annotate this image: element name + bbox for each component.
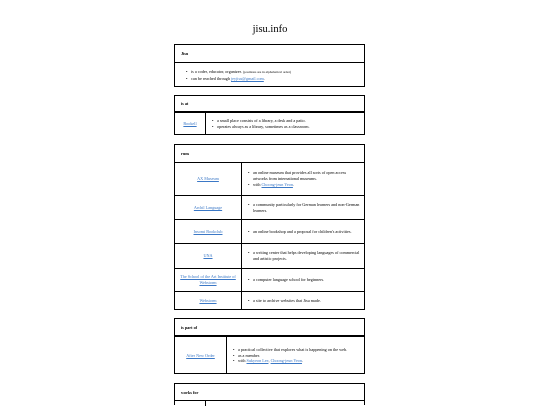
runs-desc-cell <box>242 220 364 243</box>
with-end: . <box>292 181 294 187</box>
is-part-of-with-line <box>233 358 347 364</box>
runs-row <box>175 219 364 243</box>
is-part-of-member-line: • as a member. <box>233 353 347 359</box>
runs-desc-line: • a community particularly for German learners and non-German learners. <box>248 202 360 214</box>
school-link[interactable]: The School of the Art Institute of Webstorm <box>180 274 236 285</box>
is-at-desc-list <box>212 118 310 130</box>
works-for-heading: works for <box>175 384 364 401</box>
runs-desc-cell <box>242 269 364 291</box>
bookell-link[interactable]: Bookell <box>183 121 197 127</box>
is-part-of-desc-cell <box>227 337 364 374</box>
runs-desc-cell <box>242 196 364 219</box>
is-part-of-row <box>175 336 364 374</box>
runs-desc-cell <box>242 163 364 195</box>
with-label: with <box>238 358 246 364</box>
archil-language-link[interactable]: Archil Language <box>193 204 223 210</box>
is-at-name-cell <box>175 113 206 135</box>
runs-desc-line: • an online museum that provides all sorts of open access artworks from international museums. <box>248 170 360 182</box>
runs-desc-list <box>248 250 360 262</box>
runs-desc-list <box>248 298 321 304</box>
runs-desc-list <box>248 202 360 214</box>
runs-box <box>174 144 365 310</box>
intro-line-contact <box>186 76 291 82</box>
intro-heading: Jisu <box>175 45 364 63</box>
intro-contact-text: can be reached through <box>191 75 230 81</box>
runs-desc-line: • an online bookshop and a proposal for children's activities. <box>248 229 352 235</box>
with-end: . <box>302 358 304 364</box>
runs-heading: runs <box>175 145 364 163</box>
runs-desc-cell <box>242 244 364 268</box>
is-at-box <box>174 95 365 135</box>
intro-role-note: (positions are in alphabetical order) <box>242 69 292 74</box>
runs-with-line <box>248 182 360 188</box>
works-for-row-start <box>205 401 206 406</box>
intro-body <box>175 63 364 87</box>
intro-role-text: is a coder, educator, organizer. <box>191 68 242 74</box>
runs-name-cell <box>175 196 242 219</box>
is-part-of-name-cell <box>175 337 227 374</box>
runs-desc-list <box>248 277 324 283</box>
runs-name-cell <box>175 292 242 310</box>
collaborator-link[interactable]: Choong-jeun Yeon <box>270 358 302 364</box>
runs-desc-list <box>248 229 352 235</box>
runs-row <box>175 195 364 219</box>
runs-desc-list <box>248 170 360 187</box>
intro-box <box>174 44 365 87</box>
is-at-heading: is at <box>175 96 364 112</box>
runs-rows <box>175 163 364 310</box>
with-separator: , <box>268 358 270 364</box>
collaborator-link[interactable]: Choong-jeun Yeon <box>261 181 293 187</box>
ax-museum-link[interactable]: AX Museum <box>197 176 219 182</box>
insomi-bookclub-link[interactable]: Insomi Bookclub <box>193 228 223 234</box>
runs-desc-cell <box>242 292 364 310</box>
with-label: with <box>253 181 261 187</box>
runs-row <box>175 291 364 310</box>
runs-row <box>175 163 364 195</box>
after-new-order-link[interactable]: After New Order <box>186 352 215 358</box>
runs-row <box>175 268 364 291</box>
works-for-box <box>174 383 365 405</box>
is-at-desc-line: • a small place consists of a library, a desk and a patio. <box>212 118 310 124</box>
is-part-of-heading: is part of <box>175 319 364 336</box>
runs-desc-line: • a writing center that helps developing languages of commercial and artistic projects. <box>248 250 360 262</box>
runs-name-cell <box>175 244 242 268</box>
runs-desc-line: • a computer language school for beginners. <box>248 277 324 283</box>
is-part-of-desc-line: • a practical collective that explores what is happening on the web. <box>233 347 347 353</box>
runs-row <box>175 243 364 268</box>
runs-name-cell <box>175 163 242 195</box>
webstorm-link[interactable]: Webstorm <box>199 298 217 304</box>
email-link[interactable]: jeyjisu@gmail.com <box>231 75 264 81</box>
runs-name-cell <box>175 220 242 243</box>
site-title: jisu.info <box>252 24 288 35</box>
is-at-desc-line: • operates always as a library, sometimes as a classroom. <box>212 124 310 130</box>
intro-line-role <box>186 69 291 76</box>
is-at-desc-cell <box>206 113 364 135</box>
is-part-of-box <box>174 318 365 374</box>
intro-contact-end: . <box>263 75 265 81</box>
runs-desc-line: • a site to archive websites that Jisu made. <box>248 298 321 304</box>
is-part-of-desc-list <box>233 347 347 364</box>
is-at-row <box>175 112 364 135</box>
collaborator-link[interactable]: Sukyeon Lee <box>246 358 269 364</box>
runs-name-cell <box>175 269 242 291</box>
una-link[interactable]: UNA <box>203 253 213 259</box>
intro-list <box>186 69 291 82</box>
